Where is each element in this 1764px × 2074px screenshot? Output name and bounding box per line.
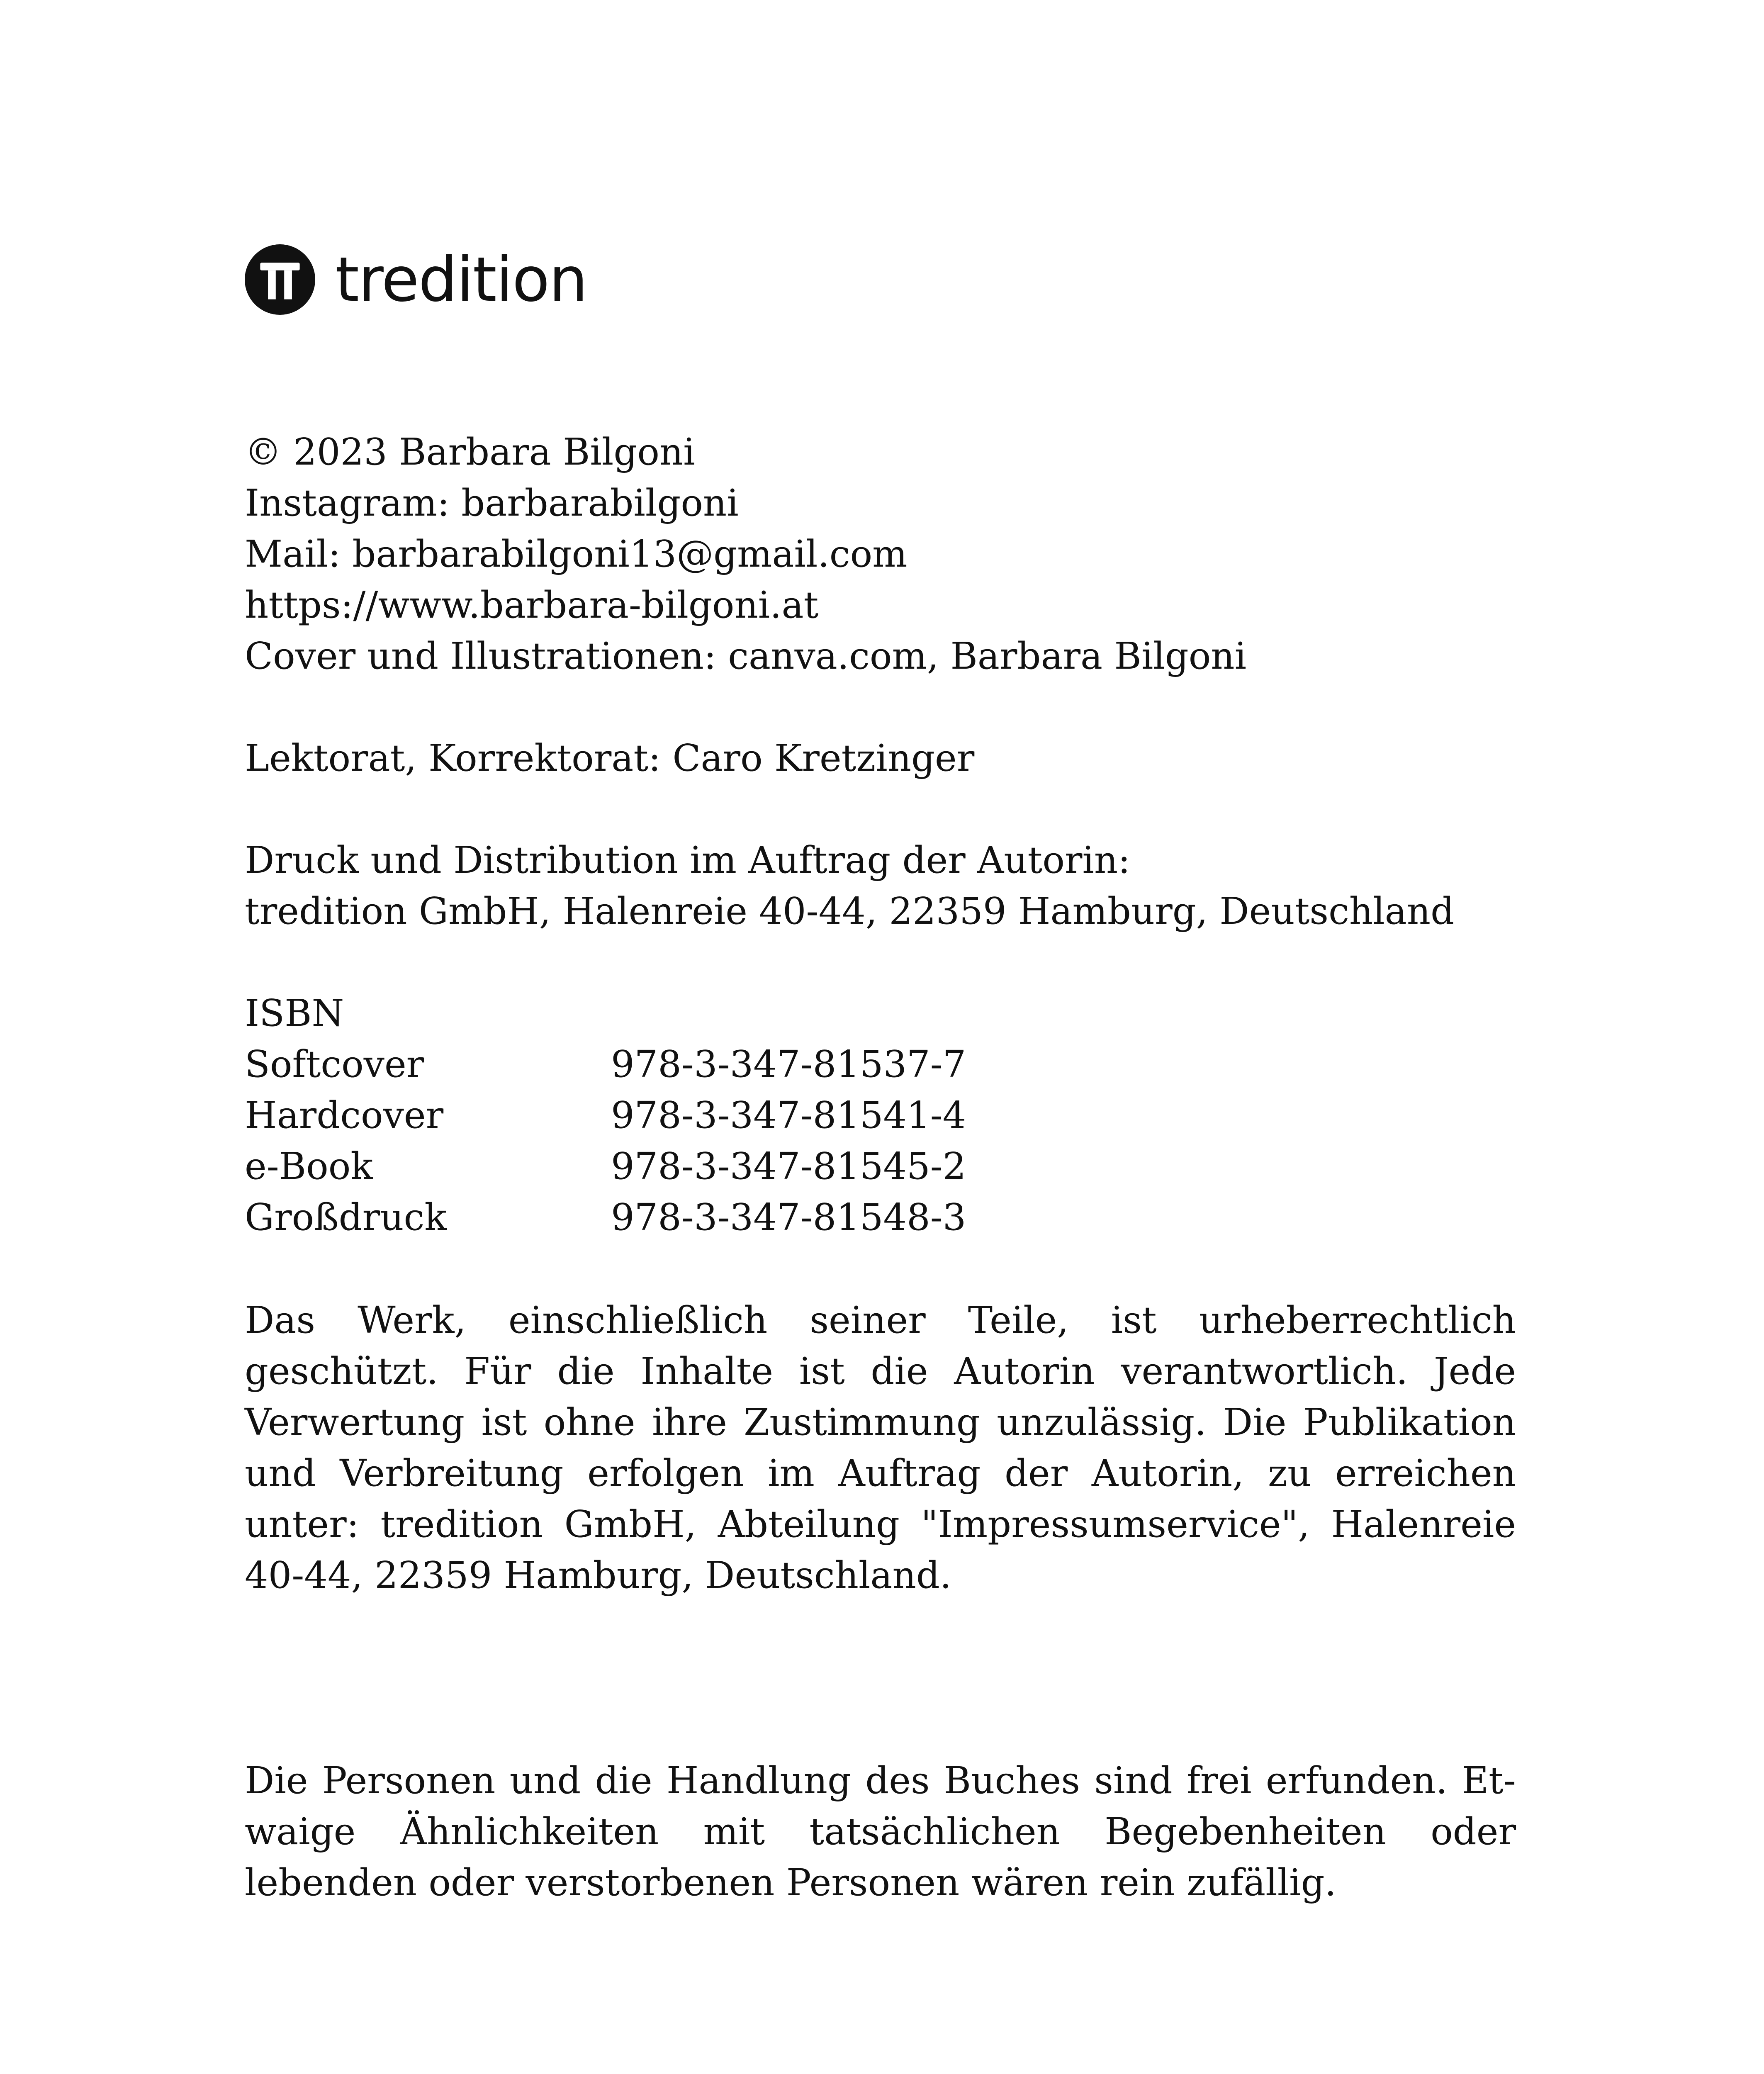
isbn-row xyxy=(245,1039,1516,1090)
isbn-row xyxy=(245,1192,1516,1243)
isbn-heading: ISBN xyxy=(245,991,344,1035)
imprint-content xyxy=(245,426,1516,1908)
mail-line: Mail: barbarabilgoni13@gmail.com xyxy=(245,532,908,575)
distribution-line-1: Druck und Distribution im Auftrag der Autorin: xyxy=(245,838,1131,881)
instagram-line: Instagram: barbarabilgoni xyxy=(245,481,739,524)
publisher-logo xyxy=(245,244,587,315)
spacer xyxy=(245,682,1516,733)
isbn-format-label: Softcover xyxy=(245,1042,424,1086)
distribution-line-2: tredition GmbH, Halenreie 40-44, 22359 Hamburg, Deutschland xyxy=(245,889,1455,932)
isbn-format-label: Großdruck xyxy=(245,1195,447,1239)
isbn-format-label: e-Book xyxy=(245,1144,373,1188)
editing-credit-line: Lektorat, Korrektorat: Caro Kretzinger xyxy=(245,736,975,779)
tredition-logo-icon xyxy=(245,244,315,315)
website-line: https://www.barbara-bilgoni.at xyxy=(245,583,819,626)
isbn-number: 978-3-347-81548-3 xyxy=(611,1195,966,1239)
isbn-number: 978-3-347-81541-4 xyxy=(611,1093,966,1137)
spacer xyxy=(245,937,1516,988)
publisher-logo-text: tredition xyxy=(335,244,587,315)
cover-credit-line: Cover und Illustrationen: canva.com, Barbara Bilgoni xyxy=(245,634,1247,677)
isbn-format-label: Hardcover xyxy=(245,1093,444,1137)
copyright-notice-paragraph: Das Werk, einschließlich seiner Teile, ist urheberrechtlich geschützt. Für die Inhalte ist die Autorin verantwortlich. Jede Verwertung ist ohne ihre Zustimmung unzulässig. Die Publikation und Verbreitung erfolgen im Auftrag der Autorin, zu erreichen unter: tredition GmbH, Abteilung "Impressumservice", Halenreie 40-44, 22359 Hamburg, Deutschland. xyxy=(245,1298,1516,1597)
spacer xyxy=(245,784,1516,835)
isbn-number: 978-3-347-81537-7 xyxy=(611,1042,966,1086)
isbn-row xyxy=(245,1090,1516,1141)
isbn-number: 978-3-347-81545-2 xyxy=(611,1144,966,1188)
fiction-disclaimer-paragraph: Die Personen und die Handlung des Buches sind frei erfunden. Etwaige Ähnlichkeiten mit tatsächlichen Begebenheiten oder lebenden oder verstorbenen Personen wären rein zufällig. xyxy=(245,1759,1516,1904)
copyright-line: © 2023 Barbara Bilgoni xyxy=(245,430,695,473)
isbn-section xyxy=(245,988,1516,1243)
isbn-row xyxy=(245,1141,1516,1192)
